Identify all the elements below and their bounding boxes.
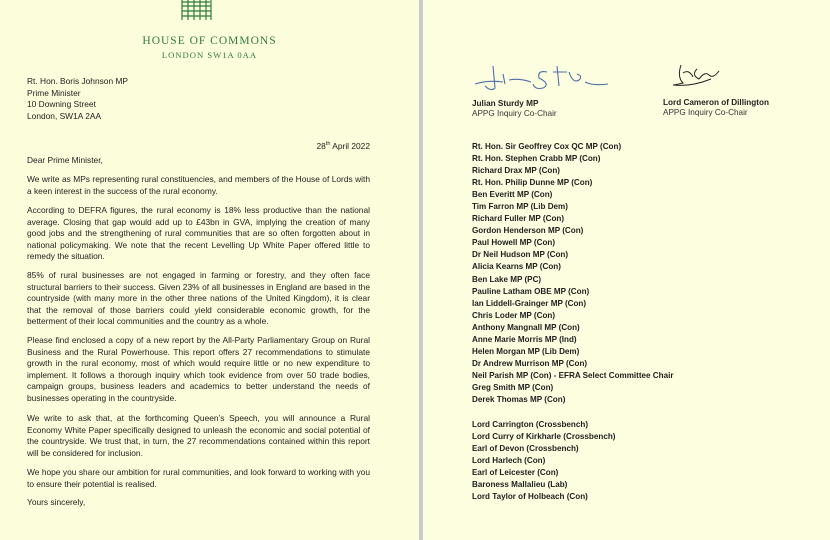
paragraph: We hope you share our ambition for rural communities, and look forward to working with you to ensure their potential is realised. <box>27 467 370 489</box>
sign-off: Yours sincerely, <box>27 497 86 507</box>
lord-signatory: Lord Harlech (Con) <box>472 456 546 466</box>
mp-signatory: Rt. Hon. Stephen Crabb MP (Con) <box>472 154 601 164</box>
list-spacer <box>472 406 673 419</box>
signatory-list <box>472 141 673 503</box>
mp-signatory: Neil Parish MP (Con) - EFRA Select Committee Chair <box>472 370 674 380</box>
lord-signatory: Baroness Mallalieu (Lab) <box>472 480 568 490</box>
paragraph: Please find enclosed a copy of a new report by the All-Party Parliamentary Group on Rural Business and the Rural Powerhouse. This report offers 27 recommendations to stimulate growth in the rural economy, most of which would require little or no new expenditure to implement. It follows a thorough inquiry which took evidence from over 50 trade bodies, campaign groups, business leaders and academics to better understand the needs of businesses operating in the countryside. <box>27 335 370 403</box>
lord-signatory: Lord Carrington (Crossbench) <box>472 420 589 430</box>
mp-signatory: Richard Fuller MP (Con) <box>472 214 565 224</box>
recipient-line: Prime Minister <box>27 87 81 98</box>
letterhead-title: HOUSE OF COMMONS <box>142 35 277 47</box>
paragraph: According to DEFRA figures, the rural economy is 18% less productive than the national average. Closing that gap would add up to £43bn in GVA, implying the creation of many good jobs and the strengthening of rural communities that are so often forgotten about in national policymaking. We note that the recent Levelling Up White Paper offered little to remedy the situation. <box>27 205 370 262</box>
lord-signatory: Lord Curry of Kirkharle (Crossbench) <box>472 432 616 442</box>
recipient-line: 10 Downing Street <box>27 99 96 110</box>
letter-page-2 <box>423 0 830 540</box>
mp-signatory: Chris Loder MP (Con) <box>472 310 556 320</box>
signatory-block <box>663 98 769 117</box>
mp-signatory: Rt. Hon. Sir Geoffrey Cox QC MP (Con) <box>472 142 622 151</box>
mp-signatory: Ben Lake MP (PC) <box>472 274 542 284</box>
paragraph: We write as MPs representing rural constituencies, and members of the House of Lords with a keen interest in the success of the rural economy. <box>27 174 370 196</box>
mp-signatory: Paul Howell MP (Con) <box>472 238 556 248</box>
lord-signatory: Earl of Devon (Crossbench) <box>472 444 579 454</box>
mp-signatory: Dr Neil Hudson MP (Con) <box>472 250 569 260</box>
signature-julian-sturdy <box>473 62 623 94</box>
salutation: Dear Prime Minister, <box>27 155 103 165</box>
mp-signatory: Gordon Henderson MP (Con) <box>472 226 584 236</box>
signatory-name: Julian Sturdy MP <box>472 99 539 108</box>
mp-signatory: Alicia Kearns MP (Con) <box>472 262 561 272</box>
mp-signatory: Dr Andrew Murrison MP (Con) <box>472 358 588 368</box>
portcullis-logo <box>178 0 214 22</box>
mp-signatory: Greg Smith MP (Con) <box>472 382 554 392</box>
signature-lord-cameron <box>671 63 721 89</box>
mp-signatory: Anthony Mangnall MP (Con) <box>472 322 580 332</box>
lord-signatory: Lord Taylor of Holbeach (Con) <box>472 492 588 502</box>
letterhead-address: LONDON SW1A 0AA <box>161 50 258 60</box>
signatory-role: APPG Inquiry Co-Chair <box>472 109 557 118</box>
recipient-address <box>27 76 128 122</box>
recipient-line: London, SW1A 2AA <box>27 110 102 121</box>
paragraph: We write to ask that, at the forthcoming Queen’s Speech, you will announce a Rural Economy White Paper specifically designed to unleash the economic and social potential of the countryside. We trust that, in turn, the 27 recommendations contained within this report will be considered for inclusion. <box>27 413 370 458</box>
mp-signatory: Ben Everitt MP (Con) <box>472 190 553 200</box>
letter-date: 28th April 2022 <box>316 140 370 151</box>
mp-signatory: Richard Drax MP (Con) <box>472 166 560 176</box>
mp-signatory: Pauline Latham OBE MP (Con) <box>472 286 590 296</box>
mp-signatory: Rt. Hon. Philip Dunne MP (Con) <box>472 178 593 188</box>
signatory-role: APPG Inquiry Co-Chair <box>663 108 748 117</box>
mp-signatory: Derek Thomas MP (Con) <box>472 394 566 404</box>
lord-signatory: Earl of Leicester (Con) <box>472 468 559 478</box>
mp-signatory: Helen Morgan MP (Lib Dem) <box>472 346 580 356</box>
signatory-block <box>472 99 557 118</box>
mp-signatory: Anne Marie Morris MP (Ind) <box>472 334 577 344</box>
mp-signatory: Tim Farron MP (Lib Dem) <box>472 202 568 212</box>
paragraph: 85% of rural businesses are not engaged in farming or forestry, and they often face structural barriers to their success. Given 23% of all businesses in England are based in the countryside (with many more in the other three nations of the United Kingdom), it is clear that the removal of those barriers could yield considerable economic growth, for the betterment of their local communities and the country as a whole. <box>27 270 370 327</box>
recipient-line: Rt. Hon. Boris Johnson MP <box>27 76 129 86</box>
signatory-name: Lord Cameron of Dillington <box>663 98 769 107</box>
mp-signatory: Ian Liddell-Grainger MP (Con) <box>472 298 587 308</box>
